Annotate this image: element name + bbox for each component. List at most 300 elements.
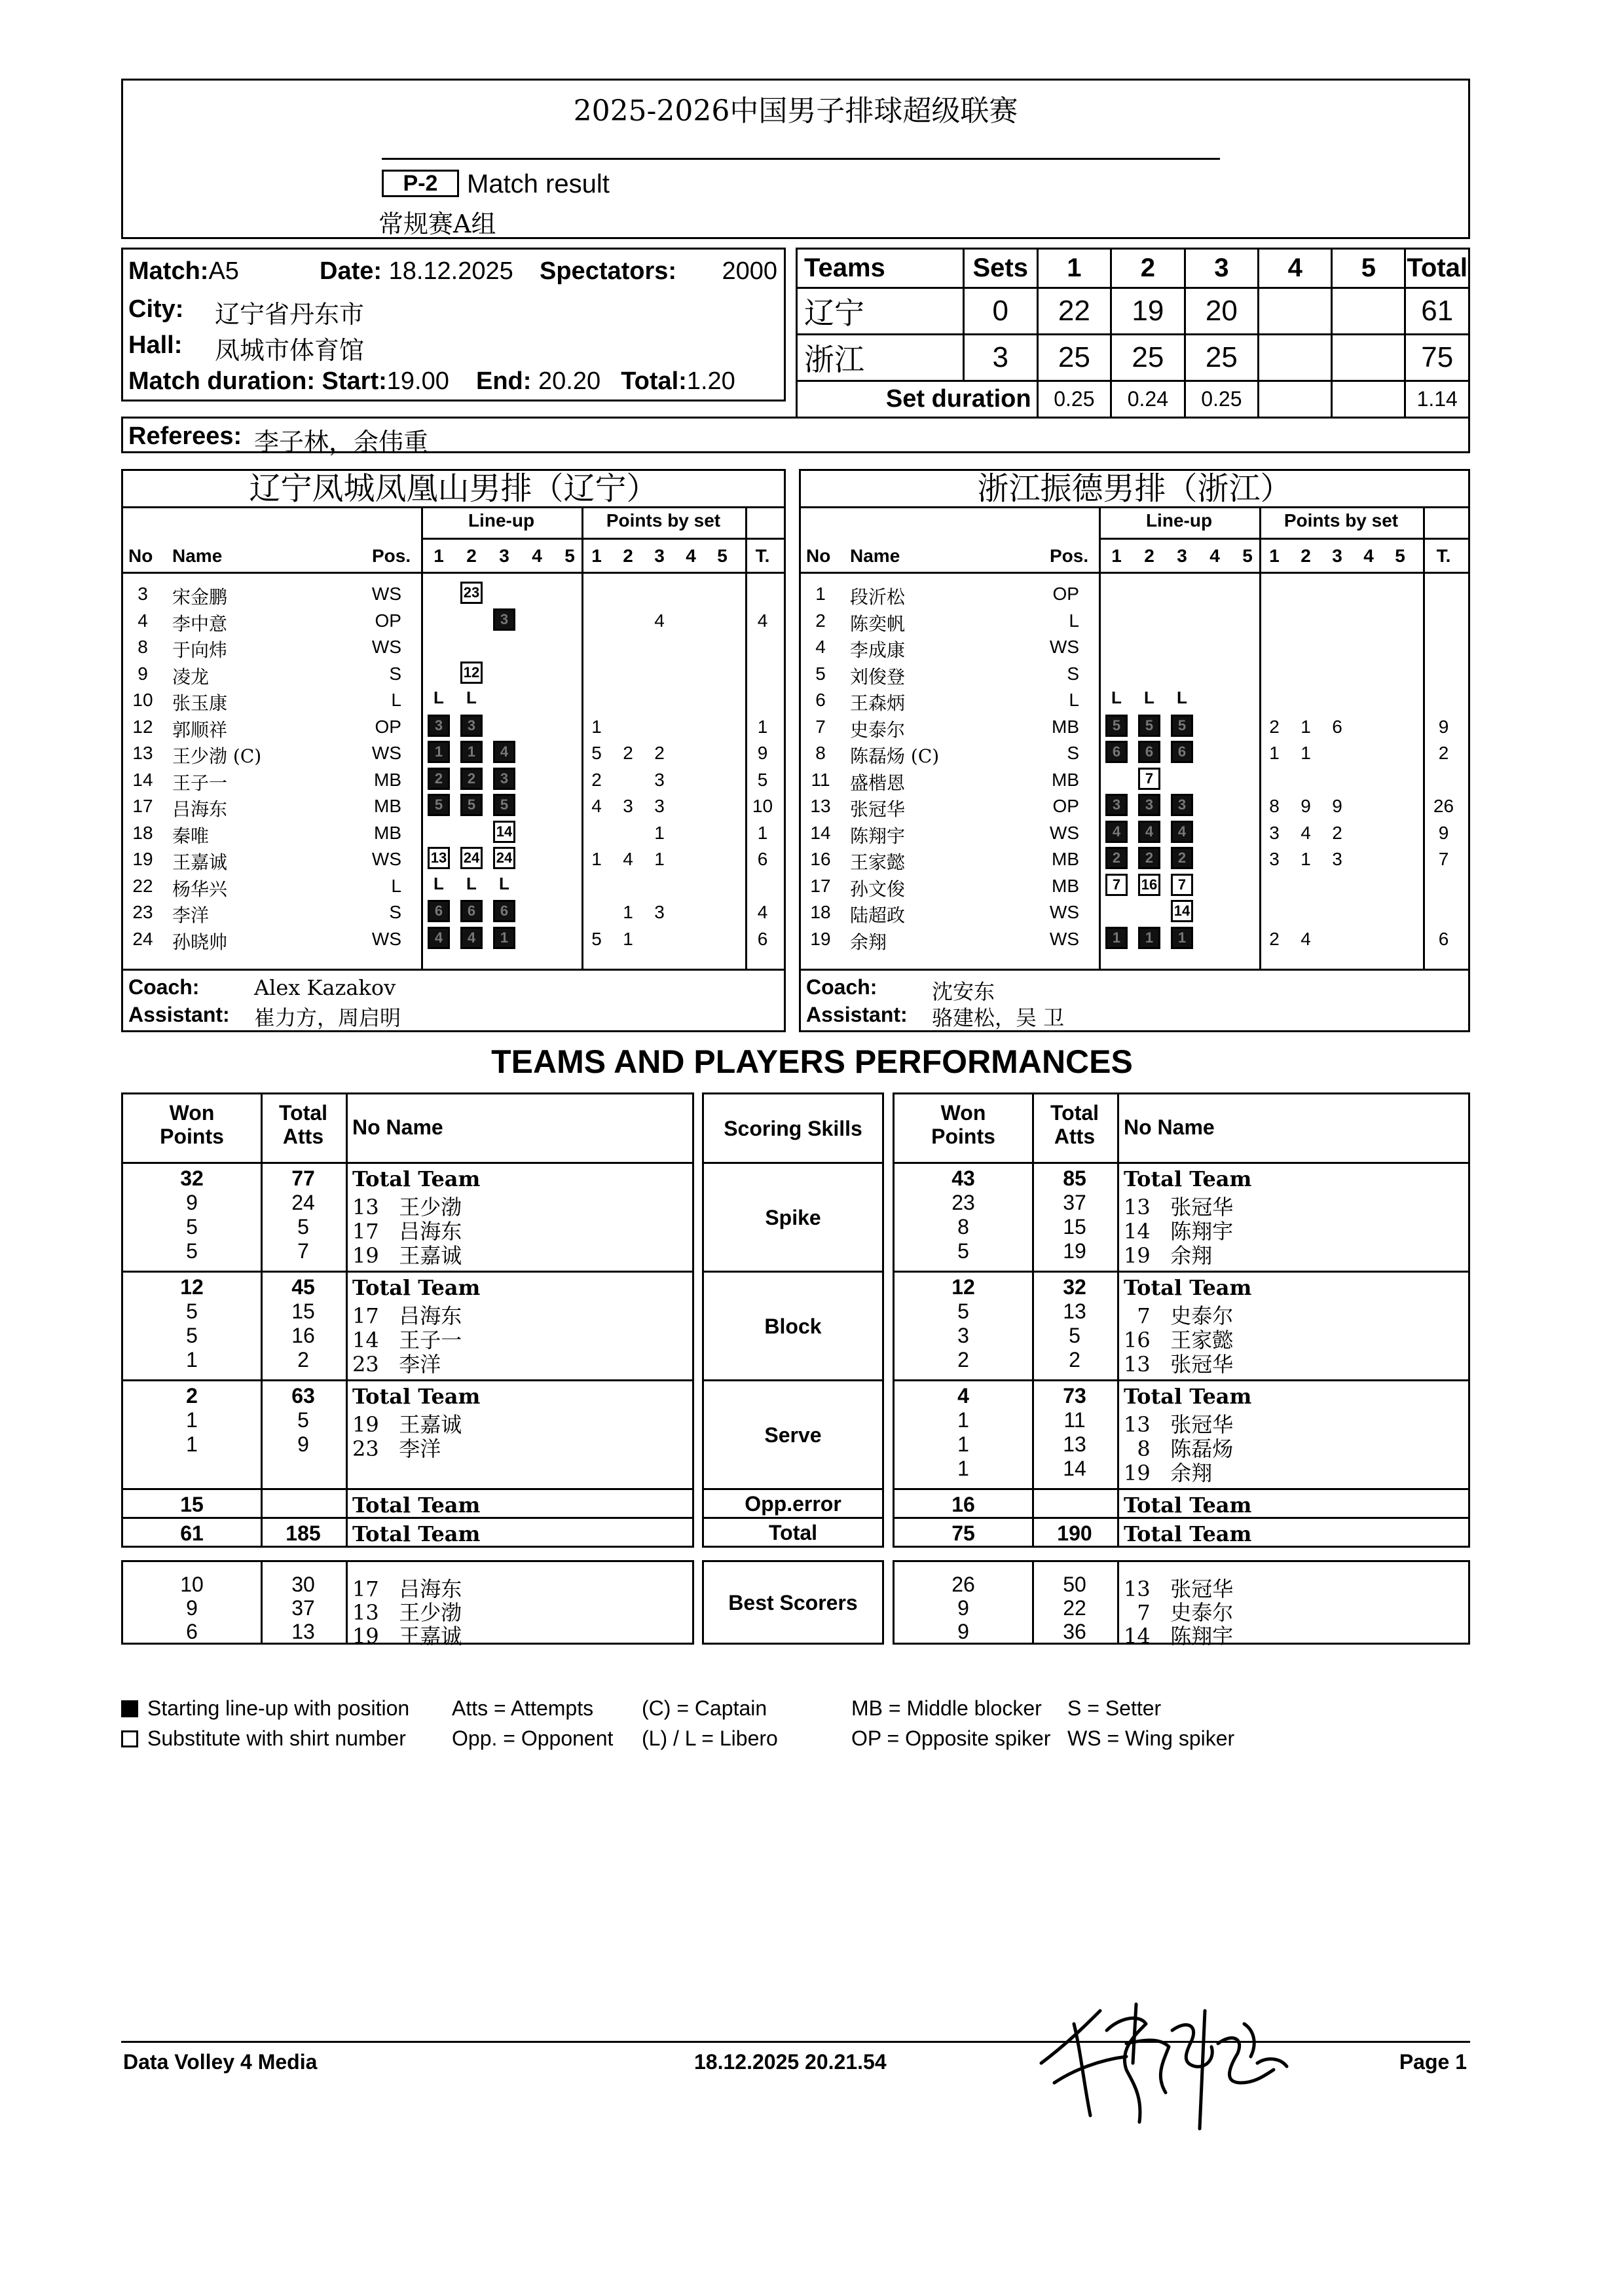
attempts-value: 77 <box>291 1166 315 1190</box>
player-row <box>801 661 1468 688</box>
score-total: 75 <box>1405 335 1469 381</box>
player-row <box>123 926 784 953</box>
player-name: 陈奕帆 <box>850 612 906 635</box>
player-position: OP <box>375 610 401 631</box>
points-set-header: 4 <box>1363 546 1374 566</box>
player-number: 17 <box>132 796 153 816</box>
won-points-value: 5 <box>957 1239 969 1263</box>
starting-position-box: 4 <box>428 927 450 949</box>
match-label: Match: <box>128 257 209 285</box>
header-divider <box>1099 538 1468 540</box>
match-row <box>128 257 239 286</box>
libero-mark: L <box>466 688 477 707</box>
spectators-label: Spectators: <box>540 257 677 285</box>
total-atts-header: Total Atts <box>1050 1101 1099 1148</box>
perf-col-divider <box>346 1490 348 1517</box>
doc-code-box <box>382 170 459 197</box>
set-points: 3 <box>654 902 665 922</box>
starting-position-box: 3 <box>493 608 515 631</box>
attempts-value: 73 <box>1063 1384 1086 1408</box>
player-or-team: 19 余翔 <box>1124 1461 1213 1485</box>
player-number: 18 <box>132 822 153 843</box>
score-s1: 25 <box>1037 335 1111 381</box>
set-points: 1 <box>1301 716 1311 737</box>
set-duration: 0.25 <box>1037 381 1111 418</box>
player-or-team: 7 史泰尔 <box>1124 1600 1234 1625</box>
player-total-points: 10 <box>752 796 773 816</box>
stage: 常规赛A组 <box>378 210 496 238</box>
player-number: 14 <box>810 822 831 843</box>
player-total-points: 9 <box>1438 716 1449 737</box>
perf-header <box>121 1092 694 1164</box>
starting-position-box: 1 <box>1105 927 1128 949</box>
won-points-value: 9 <box>186 1191 198 1214</box>
player-position: WS <box>1049 902 1079 922</box>
legend-s: S = Setter <box>1067 1696 1162 1720</box>
player-row <box>123 661 784 688</box>
skill-cell <box>702 1560 884 1645</box>
player-row <box>801 793 1468 820</box>
duration-label: Match duration: <box>128 367 315 395</box>
player-position: MB <box>1052 875 1079 896</box>
starting-position-box: 5 <box>493 794 515 816</box>
player-number: 11 <box>811 769 830 790</box>
legend-substitute <box>121 1723 409 1753</box>
player-or-team: 17 吕海东 <box>352 1303 462 1328</box>
score-row <box>797 335 1469 381</box>
starting-position-box: 6 <box>1171 741 1193 763</box>
score-header: 1 <box>1037 249 1111 288</box>
player-name: 孙晓帅 <box>172 931 228 953</box>
set-points: 1 <box>623 928 633 949</box>
won-points-value: 1 <box>957 1457 969 1480</box>
perf-col-divider <box>1117 1273 1119 1379</box>
player-row <box>123 899 784 926</box>
end-value: 20.20 <box>538 367 601 395</box>
player-row <box>801 767 1468 794</box>
perf-block <box>893 1488 1470 1519</box>
perf-block <box>121 1488 694 1519</box>
set-points: 6 <box>1332 716 1342 737</box>
won-points-value: 8 <box>957 1215 969 1239</box>
attempts-value: 2 <box>297 1348 309 1371</box>
won-points-value: 12 <box>951 1275 975 1299</box>
lineup-set-header: 1 <box>434 546 444 566</box>
attempts-value: 15 <box>1063 1215 1086 1239</box>
starting-position-box: 2 <box>428 768 450 790</box>
player-name: 宋金鹏 <box>172 586 228 608</box>
no-header: No <box>128 546 153 566</box>
libero-mark: L <box>1111 688 1122 707</box>
score-sets: 3 <box>963 335 1037 381</box>
player-row <box>123 846 784 873</box>
points-set-header: 5 <box>1395 546 1405 566</box>
player-or-team: 19 余翔 <box>1124 1243 1213 1268</box>
attempts-value: 30 <box>291 1573 315 1596</box>
lineup-set-header: 2 <box>466 546 477 566</box>
points-header: Points by set <box>1283 510 1399 531</box>
player-name: 王森炳 <box>850 692 906 714</box>
skill-cell <box>702 1517 884 1548</box>
won-points-value: 61 <box>180 1521 204 1545</box>
starting-position-box: 3 <box>428 715 450 737</box>
player-row <box>801 820 1468 847</box>
title-rule <box>382 158 1220 160</box>
set-points: 4 <box>1301 822 1311 843</box>
assistant-label: Assistant: <box>806 1003 908 1026</box>
header-divider <box>421 538 784 540</box>
set-points: 1 <box>1301 743 1311 763</box>
set-points: 2 <box>1269 716 1280 737</box>
score-header: 2 <box>1111 249 1185 288</box>
libero-mark: L <box>1177 688 1187 707</box>
skill-label: Scoring Skills <box>724 1116 862 1140</box>
doc-name: Match result <box>467 170 610 198</box>
set-duration-total: 1.14 <box>1405 381 1469 418</box>
player-or-team: 17 吕海东 <box>352 1577 462 1601</box>
player-position: OP <box>375 716 401 737</box>
set-points: 1 <box>591 716 602 737</box>
coach-label: Coach: <box>806 975 877 999</box>
name-header: Name <box>850 546 900 566</box>
starting-position-box: 3 <box>493 768 515 790</box>
player-row <box>801 873 1468 900</box>
starting-position-box: 6 <box>428 900 450 922</box>
set-points: 4 <box>623 849 633 869</box>
set-points: 1 <box>591 849 602 869</box>
player-position: S <box>1067 663 1079 684</box>
score-team: 辽宁 <box>797 288 964 335</box>
no-header: No <box>806 546 831 566</box>
skill-cell <box>702 1162 884 1273</box>
attempts-value: 37 <box>291 1596 315 1620</box>
player-row <box>123 740 784 767</box>
starting-position-box: 1 <box>460 741 483 763</box>
won-points-value: 10 <box>180 1573 204 1596</box>
lineup-set-header: 4 <box>1209 546 1220 566</box>
won-points-value: 1 <box>186 1348 198 1371</box>
starting-position-box: 3 <box>460 715 483 737</box>
won-points-value: 5 <box>186 1215 198 1239</box>
attempts-value: 190 <box>1057 1521 1092 1545</box>
perf-col-divider <box>346 1519 348 1546</box>
team-b-roster <box>799 469 1470 1032</box>
score-s4 <box>1259 335 1332 381</box>
player-position: L <box>1069 610 1079 631</box>
lineup-header: Line-up <box>468 510 535 531</box>
player-name: 王少渤 (C) <box>172 745 262 767</box>
name-header: Name <box>172 546 223 566</box>
attempts-value: 185 <box>286 1521 321 1545</box>
perf-col-divider <box>346 1164 348 1271</box>
date-value: 18.12.2025 <box>388 257 513 285</box>
starting-position-box: 4 <box>460 927 483 949</box>
substitute-box: 14 <box>1171 900 1193 922</box>
legend-substitute-text: Substitute with shirt number <box>147 1726 406 1750</box>
points-set-header: 3 <box>654 546 665 566</box>
attempts-value: 63 <box>291 1384 315 1408</box>
player-name: 余翔 <box>850 931 887 953</box>
player-total-points: 2 <box>1438 743 1449 763</box>
footer-left: Data Volley 4 Media <box>123 2050 318 2074</box>
page-title: 2025-2026中国男子排球超级联赛 <box>573 94 1018 128</box>
start-label: Start: <box>322 367 387 395</box>
starting-position-box: 4 <box>1105 821 1128 843</box>
set-points: 1 <box>654 849 665 869</box>
score-sets: 0 <box>963 288 1037 335</box>
coach-divider <box>801 969 1468 971</box>
signature-image <box>1028 1985 1303 2142</box>
legend-op: OP = Opposite spiker <box>851 1726 1051 1750</box>
player-total-points: 4 <box>757 902 768 922</box>
player-number: 7 <box>815 716 826 737</box>
player-or-team: Total Team <box>352 1493 481 1518</box>
starting-position-box: 2 <box>1138 847 1160 869</box>
player-or-team: 17 吕海东 <box>352 1219 462 1244</box>
player-row <box>801 714 1468 741</box>
score-s3: 20 <box>1185 288 1259 335</box>
won-points-value: 15 <box>180 1493 204 1516</box>
player-row <box>123 687 784 714</box>
starting-position-box: 1 <box>428 741 450 763</box>
player-or-team: Total Team <box>1124 1275 1252 1300</box>
player-position: WS <box>371 584 401 604</box>
total-header: T. <box>1436 546 1451 566</box>
assistant-label: Assistant: <box>128 1003 230 1026</box>
player-row <box>801 608 1468 635</box>
set-points: 4 <box>654 610 665 631</box>
player-position: MB <box>374 822 401 843</box>
set-points: 3 <box>654 796 665 816</box>
player-name: 段沂松 <box>850 586 906 608</box>
team-name: 浙江振德男排（浙江） <box>801 471 1468 508</box>
score-header: 4 <box>1259 249 1332 288</box>
player-name: 王子一 <box>172 772 228 794</box>
player-or-team: 23 李洋 <box>352 1352 441 1377</box>
player-number: 12 <box>132 716 153 737</box>
won-points-value: 6 <box>186 1620 198 1643</box>
player-position: L <box>1069 690 1079 710</box>
player-total-points: 9 <box>1438 822 1449 843</box>
player-name: 王嘉诚 <box>172 851 228 873</box>
set-points: 2 <box>591 769 602 790</box>
attempts-value: 2 <box>1069 1348 1080 1371</box>
libero-mark: L <box>434 688 444 707</box>
score-s3: 25 <box>1185 335 1259 381</box>
starting-position-box: 5 <box>1171 715 1193 737</box>
attempts-value: 85 <box>1063 1166 1086 1190</box>
player-position: OP <box>1052 796 1079 816</box>
footer-rule <box>121 2041 1470 2043</box>
no-name-header: No Name <box>352 1115 443 1139</box>
starting-position-box: 3 <box>1138 794 1160 816</box>
player-name: 凌龙 <box>172 665 210 688</box>
legend-starting <box>121 1693 409 1723</box>
player-row <box>123 581 784 608</box>
legend-atts: Atts = Attempts <box>452 1696 594 1720</box>
player-or-team: Total Team <box>1124 1384 1252 1409</box>
starting-position-box: 6 <box>493 900 515 922</box>
score-s5 <box>1332 288 1405 335</box>
points-set-header: 1 <box>591 546 602 566</box>
player-number: 23 <box>132 902 153 922</box>
player-name: 李洋 <box>172 905 210 926</box>
perf-col-divider <box>1117 1164 1119 1271</box>
player-name: 史泰尔 <box>850 718 906 741</box>
total-label: Total: <box>621 367 687 395</box>
player-position: S <box>389 902 401 922</box>
player-total-points: 6 <box>757 849 768 869</box>
player-total-points: 9 <box>757 743 768 763</box>
attempts-value: 45 <box>291 1275 315 1299</box>
player-row <box>123 820 784 847</box>
starting-position-box: 4 <box>1138 821 1160 843</box>
player-row <box>801 740 1468 767</box>
player-or-team: 13 张冠华 <box>1124 1352 1234 1377</box>
starting-position-box: 6 <box>1138 741 1160 763</box>
legend-col2 <box>452 1693 613 1753</box>
perf-block <box>121 1517 694 1548</box>
player-position: WS <box>371 849 401 869</box>
player-position: WS <box>371 743 401 763</box>
coach-name: 沈安东 <box>932 979 995 1004</box>
player-total-points: 6 <box>1438 928 1449 949</box>
player-number: 18 <box>810 902 831 922</box>
perf-block <box>121 1271 694 1381</box>
set-points: 2 <box>623 743 633 763</box>
set-points: 3 <box>654 769 665 790</box>
player-number: 22 <box>132 875 153 896</box>
legend-captain: (C) = Captain <box>642 1696 767 1720</box>
legend-starting-text: Starting line-up with position <box>147 1696 410 1720</box>
score-total: 61 <box>1405 288 1469 335</box>
score-table <box>796 248 1470 419</box>
attempts-value: 13 <box>291 1620 315 1643</box>
won-points-value: 32 <box>180 1166 204 1190</box>
set-points: 2 <box>1269 928 1280 949</box>
player-row <box>801 581 1468 608</box>
player-row <box>123 634 784 661</box>
city-label: City: <box>128 295 184 323</box>
legend-col5 <box>1067 1693 1234 1753</box>
set-duration: 0.24 <box>1111 381 1185 418</box>
player-position: S <box>389 663 401 684</box>
won-points-value: 75 <box>951 1521 975 1545</box>
won-points-value: 4 <box>957 1384 969 1408</box>
hall-label: Hall: <box>128 331 183 359</box>
attempts-value: 13 <box>1063 1299 1086 1323</box>
attempts-value: 11 <box>1063 1408 1086 1432</box>
player-total-points: 1 <box>757 822 768 843</box>
attempts-value: 15 <box>291 1299 315 1323</box>
skill-cell <box>702 1379 884 1490</box>
player-name: 杨华兴 <box>172 878 228 900</box>
player-name: 陆超政 <box>850 905 906 926</box>
player-or-team: Total Team <box>1124 1166 1252 1191</box>
player-number: 9 <box>138 663 148 684</box>
legend <box>121 1693 409 1753</box>
set-points: 4 <box>1301 928 1311 949</box>
score-s4 <box>1259 288 1332 335</box>
won-points-value: 2 <box>957 1348 969 1371</box>
starting-position-box: 5 <box>460 794 483 816</box>
starting-position-box: 5 <box>1105 715 1128 737</box>
score-row <box>797 288 1469 335</box>
no-name-header: No Name <box>1124 1115 1215 1139</box>
score-s1: 22 <box>1037 288 1111 335</box>
player-position: WS <box>371 928 401 949</box>
legend-opp: Opp. = Opponent <box>452 1726 614 1750</box>
substitute-box: 16 <box>1138 874 1160 896</box>
empty-square-icon <box>121 1730 138 1747</box>
score-s2: 25 <box>1111 335 1185 381</box>
set-points: 3 <box>1332 849 1342 869</box>
perf-block <box>121 1560 694 1649</box>
lineup-header: Line-up <box>1145 510 1213 531</box>
pos-header: Pos. <box>372 546 411 566</box>
set-points: 5 <box>591 743 602 763</box>
substitute-box: 7 <box>1138 768 1160 790</box>
player-position: L <box>391 690 401 710</box>
perf-col-divider <box>1117 1519 1119 1546</box>
starting-position-box: 2 <box>1171 847 1193 869</box>
points-header: Points by set <box>606 510 721 531</box>
doc-code: P-2 <box>403 171 438 196</box>
player-name: 秦唯 <box>172 825 210 847</box>
attempts-value: 5 <box>1069 1324 1080 1347</box>
player-total-points: 7 <box>1438 849 1449 869</box>
set-points: 1 <box>623 902 633 922</box>
starting-position-box: 6 <box>460 900 483 922</box>
starting-position-box: 2 <box>1105 847 1128 869</box>
perf-col-divider <box>1117 1490 1119 1517</box>
player-number: 4 <box>138 610 148 631</box>
set-duration <box>1259 381 1332 418</box>
header-divider <box>123 572 784 574</box>
player-row <box>801 634 1468 661</box>
lineup-set-header: 5 <box>1242 546 1253 566</box>
starting-position-box: 3 <box>1171 794 1193 816</box>
player-number: 8 <box>815 743 826 763</box>
starting-position-box: 1 <box>1138 927 1160 949</box>
set-duration <box>1332 381 1405 418</box>
player-or-team: Total Team <box>1124 1521 1252 1546</box>
points-set-header: 5 <box>717 546 728 566</box>
player-number: 14 <box>132 769 153 790</box>
player-number: 19 <box>132 849 153 869</box>
hall-value: 凤城市体育馆 <box>215 336 365 365</box>
set-points: 9 <box>1332 796 1342 816</box>
player-or-team: 13 王少渤 <box>352 1600 462 1625</box>
player-number: 6 <box>815 690 826 710</box>
player-row <box>801 899 1468 926</box>
player-number: 13 <box>132 743 153 763</box>
player-position: L <box>391 875 401 896</box>
legend-col4 <box>851 1693 1050 1753</box>
legend-col3 <box>642 1693 778 1753</box>
perf-col-divider <box>1032 1490 1034 1517</box>
won-points-value: 3 <box>957 1324 969 1347</box>
player-position: MB <box>374 796 401 816</box>
player-name: 吕海东 <box>172 798 228 820</box>
player-row <box>801 687 1468 714</box>
score-header: Total <box>1405 249 1469 288</box>
set-points: 2 <box>654 743 665 763</box>
won-points-value: 5 <box>186 1239 198 1263</box>
total-atts-header: Total Atts <box>278 1101 328 1148</box>
player-or-team: 14 陈翔宇 <box>1124 1624 1234 1649</box>
points-set-header: 2 <box>623 546 633 566</box>
